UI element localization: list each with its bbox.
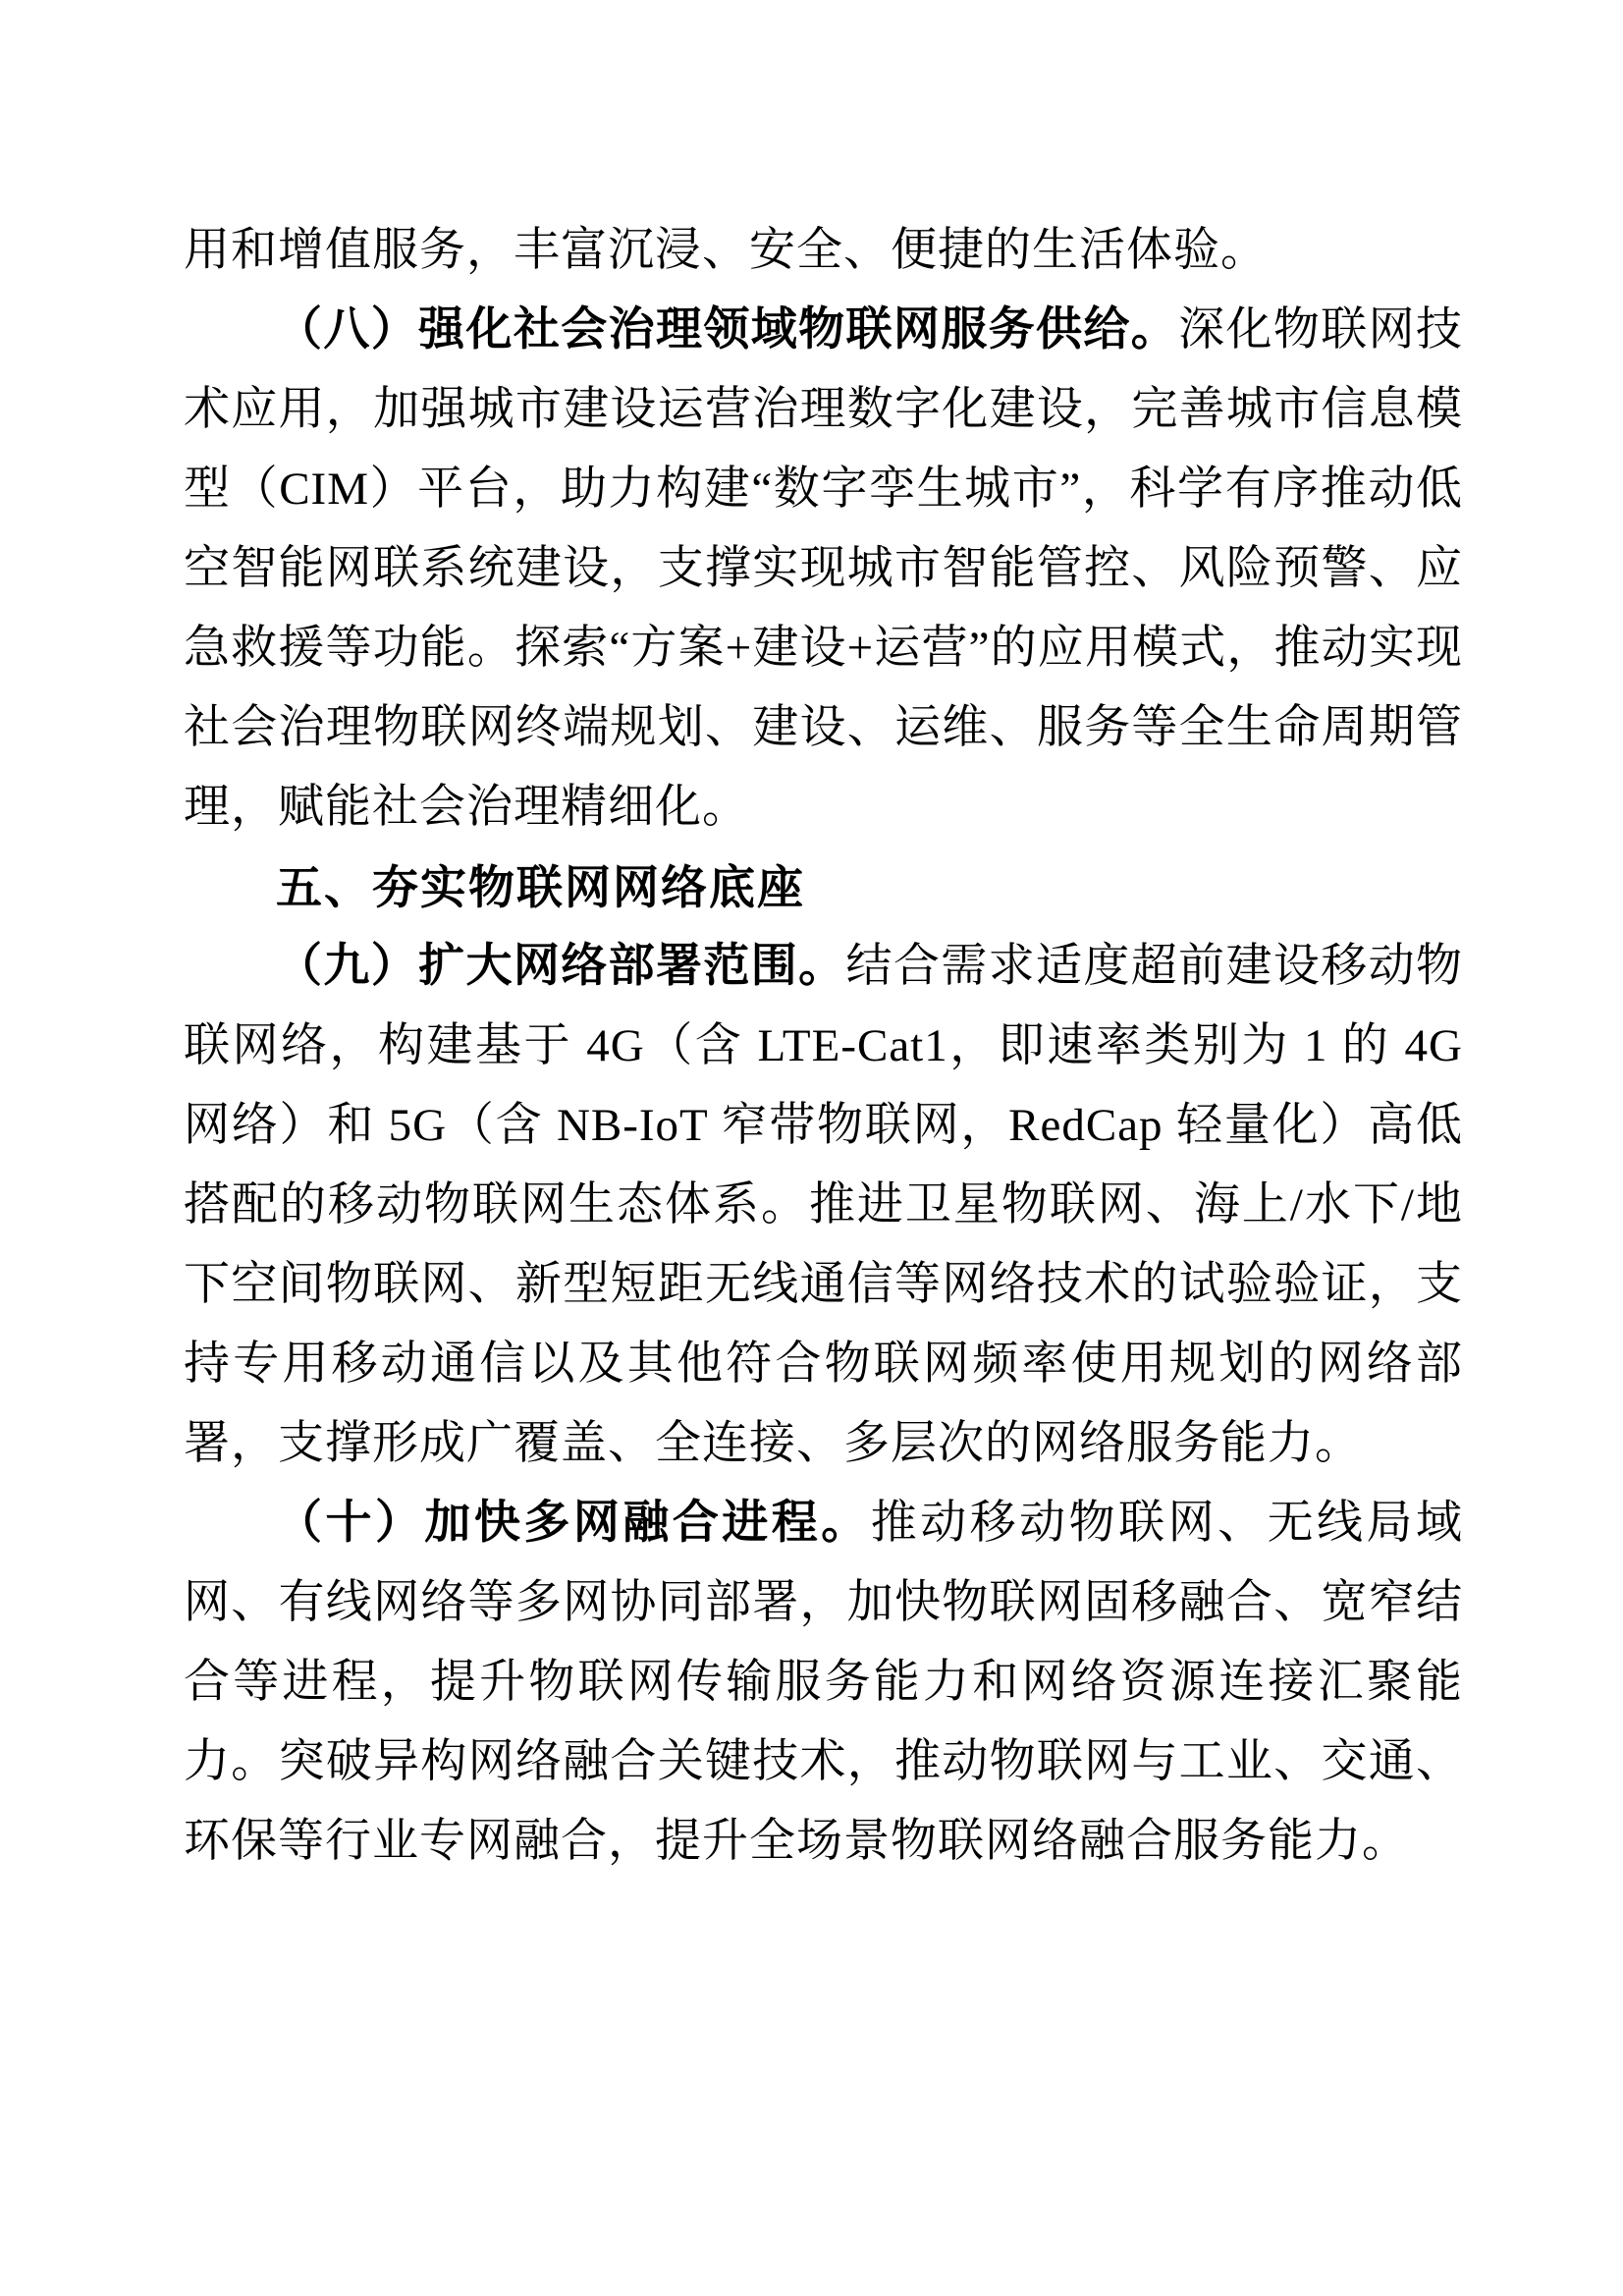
item-10-body: 推动移动物联网、无线局域网、有线网络等多网协同部署，加快物联网固移融合、宽窄结合等进程，提升物联网传输服务能力和网络资源连接汇聚能力。突破异构网络融合关键技术，推动物联网与工业、交通、环保等行业专网融合，提升全场景物联网络融合服务能力。 [184, 1498, 1464, 1867]
paragraph-continuation [184, 211, 1463, 291]
item-9-body: 结合需求适度超前建设移动物联网络，构建基于 4G（含 LTE-Cat1，即速率类别为 1 的 4G 网络）和 5G（含 NB-IoT 窄带物联网，RedCap 轻量化）高低搭配的移动物联网生态体系。推进卫星物联网、海上/水下/地下空间物联网、新型短距无线通信等网络技术的试验验证，支持专用移动通信以及其他符合物联网频率使用规划的网络部署，支撑形成广覆盖、全连接、多层次的网络服务能力。 [184, 941, 1463, 1469]
item-8-body: 深化物联网技术应用，加强城市建设运营治理数字化建设，完善城市信息模型（CIM）平台，助力构建“数字孪生城市”，科学有序推动低空智能网联系统建设，支撑实现城市智能管控、风险预警、应急救援等功能。探索“方案+建设+运营”的应用模式，推动实现社会治理物联网终端规划、建设、运维、服务等全生命周期管理，赋能社会治理精细化。 [184, 304, 1463, 833]
paragraph-item-9 [184, 927, 1463, 1484]
item-9-lead: （九）扩大网络部署范围。 [276, 941, 846, 992]
item-8-lead: （八）强化社会治理领域物联网服务供给。 [276, 304, 1179, 355]
section-heading-5-text: 五、夯实物联网网络底座 [276, 861, 805, 913]
paragraph-item-10 [184, 1484, 1463, 1882]
paragraph-item-8 [184, 291, 1463, 847]
item-10-lead: （十）加快多网融合进程。 [276, 1498, 871, 1549]
section-heading-5 [184, 847, 1463, 927]
document-body [184, 211, 1463, 1882]
paragraph-continuation-text: 用和增值服务，丰富沉浸、安全、便捷的生活体验。 [184, 225, 1268, 276]
